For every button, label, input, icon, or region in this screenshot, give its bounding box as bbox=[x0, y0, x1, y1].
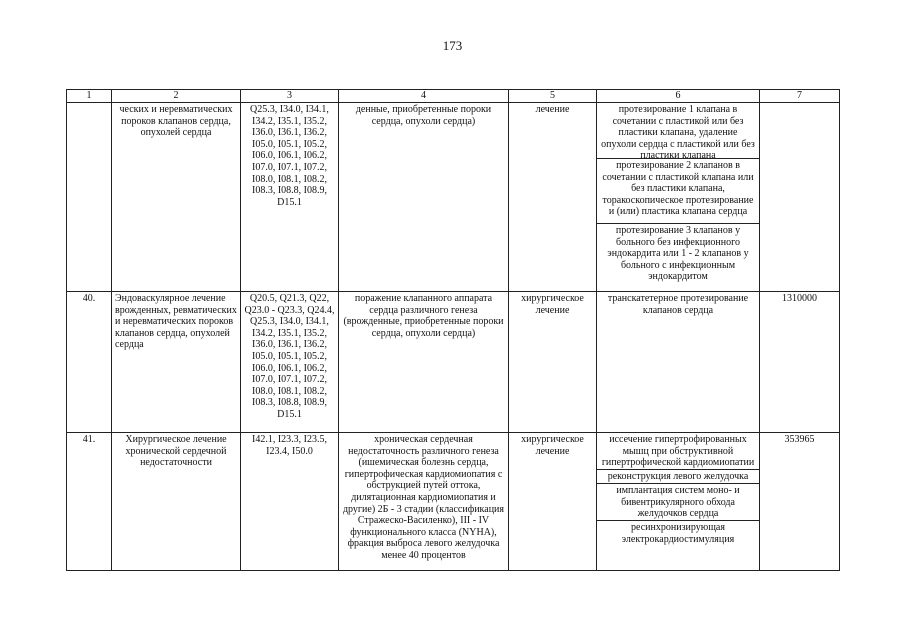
care-type-name: Эндоваскулярное лечение врожденных, ревматических и неревматических пороков клапанов сердца, опухолей сердца bbox=[112, 292, 241, 433]
care-methods-table bbox=[66, 89, 840, 571]
table-row bbox=[67, 433, 840, 571]
treatment-type: хирургическое лечение bbox=[509, 433, 597, 571]
treatment-type: лечение bbox=[509, 103, 597, 292]
table-header-row bbox=[67, 90, 840, 103]
icd-codes: I42.1, I23.3, I23.5, I23.4, I50.0 bbox=[241, 433, 339, 571]
column-header: 3 bbox=[241, 90, 339, 103]
table-row bbox=[67, 292, 840, 433]
icd-codes: Q20.5, Q21.3, Q22, Q23.0 - Q23.3, Q24.4, Q25.3, I34.0, I34.1, I34.2, I35.1, I35.2, I36.0, I36.1, I36.2, I05.0, I05.1, I05.2, I06.0, I06.1, I06.2, I07.0, I07.1, I07.2, I08.0, I08.1, I08.2, I08.3, I08.8, I08.9, D15.1 bbox=[241, 292, 339, 433]
treatment-method: ресинхронизирующая электрокардиостимуляция bbox=[621, 522, 735, 545]
row-number bbox=[67, 103, 112, 292]
cost: 1310000 bbox=[760, 292, 840, 433]
column-header: 1 bbox=[67, 90, 112, 103]
patient-model: денные, приобретенные пороки сердца, опухоли сердца) bbox=[339, 103, 509, 292]
treatment-type: хирургическое лечение bbox=[509, 292, 597, 433]
treatment-method: иссечение гипертрофированных мышц при обструктивной гипертрофической кардиомиопатии bbox=[597, 433, 759, 470]
row-number: 41. bbox=[67, 433, 112, 571]
treatment-method: имплантация систем моно- и бивентрикулярного обхода желудочков сердца bbox=[597, 484, 759, 521]
column-header: 6 bbox=[597, 90, 760, 103]
column-header: 2 bbox=[112, 90, 241, 103]
treatment-method: транскатетерное протезирование клапанов сердца bbox=[597, 292, 760, 433]
care-type-name: Хирургическое лечение хронической сердечной недостаточности bbox=[112, 433, 241, 571]
icd-codes: Q25.3, I34.0, I34.1, I34.2, I35.1, I35.2, I36.0, I36.1, I36.2, I05.0, I05.1, I05.2, I06.0, I06.1, I06.2, I07.0, I07.1, I07.2, I08.0, I08.1, I08.2, I08.3, I08.8, I08.9, D15.1 bbox=[241, 103, 339, 292]
table-row bbox=[67, 103, 840, 292]
column-header: 7 bbox=[760, 90, 840, 103]
patient-model: поражение клапанного аппарата сердца различного генеза (врожденные, приобретенные пороки сердца, опухоли сердца) bbox=[339, 292, 509, 433]
cost bbox=[760, 103, 840, 292]
treatment-method: протезирование 2 клапанов в сочетании с пластикой клапана или без пластики клапана, торакоскопическое протезирование и (или) пластика клапана сердца bbox=[597, 159, 759, 224]
treatment-methods bbox=[597, 433, 760, 571]
column-header: 5 bbox=[509, 90, 597, 103]
cost: 353965 bbox=[760, 433, 840, 571]
care-type-name: ческих и неревматических пороков клапанов сердца, опухолей сердца bbox=[112, 103, 241, 292]
treatment-methods bbox=[597, 103, 760, 292]
column-header: 4 bbox=[339, 90, 509, 103]
treatment-method: протезирование 1 клапана в сочетании с пластикой или без пластики клапана, удаление опухоли сердца с пластикой или без пластики клапана bbox=[597, 103, 759, 159]
treatment-method: протезирование 3 клапанов у больного без инфекционного эндокардита или 1 - 2 клапанов у больного с инфекционным эндокардитом bbox=[607, 225, 749, 283]
patient-model: хроническая сердечная недостаточность различного генеза (ишемическая болезнь сердца, гипертрофическая кардиомиопатия с обструкцией путей оттока, дилятационная кардиомиопатия и другие) 2Б - 3 стадии (классификация Стражеско-Василенко), III - IV функционального класса (NYHA), фракция выброса левого желудочка менее 40 процентов bbox=[339, 433, 509, 571]
row-number: 40. bbox=[67, 292, 112, 433]
page-number: 173 bbox=[442, 38, 463, 53]
treatment-method: реконструкция левого желудочка bbox=[597, 470, 759, 484]
